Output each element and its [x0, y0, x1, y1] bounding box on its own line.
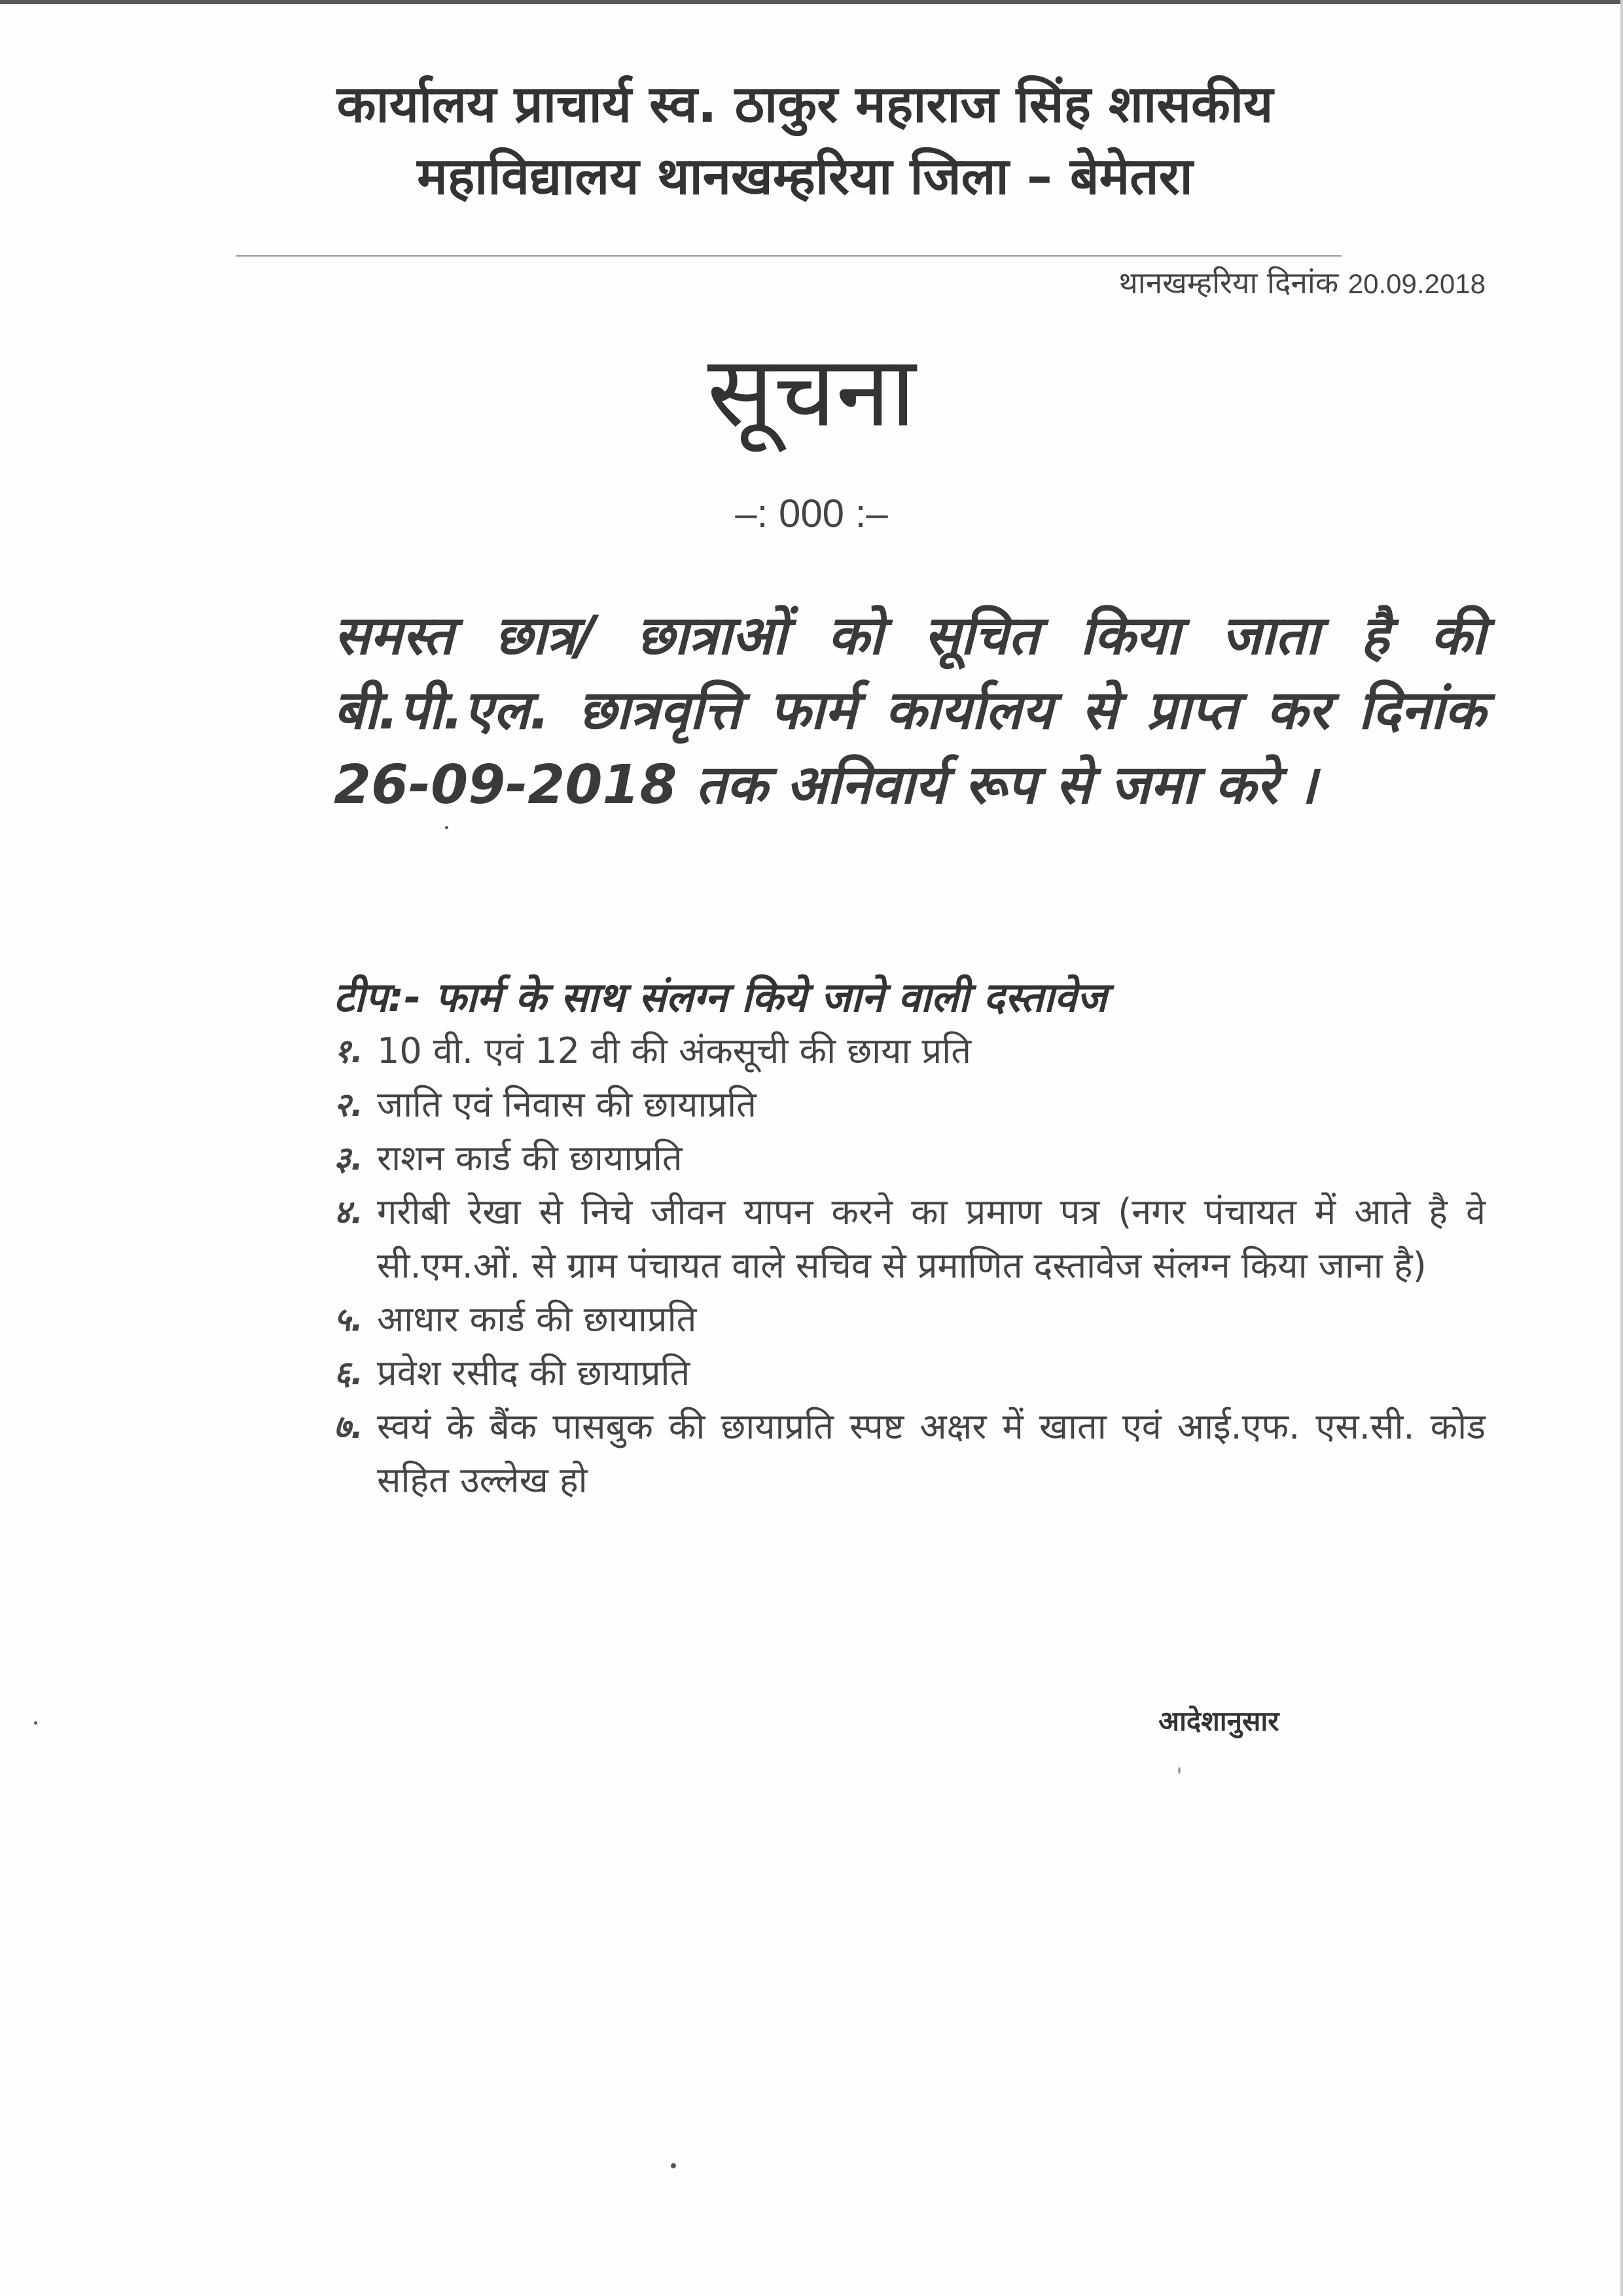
scan-speck [1178, 1767, 1181, 1774]
date-line [916, 262, 1486, 302]
document-list-item [334, 1400, 1486, 1507]
signature-by-order: आदेशानुसार [1158, 1705, 1279, 1737]
list-item-text: जाति एवं निवास की छायाप्रति [377, 1084, 757, 1125]
list-item-number: ४. [334, 1193, 363, 1231]
list-item-text: प्रवेश रसीद की छायाप्रति [377, 1352, 690, 1393]
date-value: 20.09.2018 [1347, 268, 1486, 299]
scan-speck [445, 826, 448, 829]
document-list-item [334, 1024, 1486, 1078]
list-item-number: ६. [334, 1354, 363, 1392]
note-heading: टीप:- फार्म के साथ संलग्न किये जाने वाली दस्तावेज [334, 973, 1107, 1021]
list-item-number: १. [334, 1032, 363, 1070]
header-divider [236, 255, 1342, 257]
document-list-item [334, 1078, 1486, 1132]
scan-speck [34, 1721, 37, 1725]
title-ornament: –: 000 :– [735, 492, 888, 535]
list-item-text: स्वयं के बैंक पासबुक की छायाप्रति स्पष्ट अक्षर में खाता एवं आई.एफ. एस.सी. कोड सहित उल्लेख हो [377, 1406, 1486, 1501]
notice-body: समस्त छात्र/ छात्राओं को सूचित किया जाता है की बी.पी.एल. छात्रवृत्ति फार्म कार्यालय से प्राप्त कर दिनांक 26-09-2018 तक अनिवार्य रूप से जमा करे । [334, 605, 1486, 816]
scan-speck [671, 2163, 676, 2168]
document-list-item [334, 1293, 1486, 1346]
list-item-text: आधार कार्ड की छायाप्रति [377, 1299, 697, 1340]
document-list-item [334, 1346, 1486, 1400]
list-item-number: ३. [334, 1139, 363, 1177]
document-list-item [334, 1132, 1486, 1185]
list-item-text: 10 वी. एवं 12 वी की अंकसूची की छाया प्रति [377, 1030, 972, 1071]
document-list-item [334, 1185, 1486, 1293]
list-item-text: गरीबी रेखा से निचे जीवन यापन करने का प्रमाण पत्र (नगर पंचायत में आते है वे सी.एम.ओं. से ग्राम पंचायत वाले सचिव से प्रमाणित दस्तावेज संलग्न किया जाना है) [377, 1191, 1486, 1286]
date-label: थानखम्हरिया दिनांक [1118, 265, 1339, 300]
list-item-text: राशन कार्ड की छायाप्रति [377, 1138, 683, 1179]
header-line-2: महाविद्यालय थानखम्हरिया जिला – बेमेतरा [417, 147, 1193, 206]
list-item-number: ५. [334, 1300, 363, 1338]
header-line-1: कार्यालय प्राचार्य स्व. ठाकुर महाराज सिंह शासकीय [336, 75, 1274, 134]
scan-top-edge [0, 0, 1623, 4]
notice-title: सूचना [707, 335, 916, 449]
office-header [223, 69, 1387, 213]
list-item-number: २. [334, 1086, 363, 1124]
document-list [334, 1024, 1486, 1507]
list-item-number: ७. [334, 1408, 363, 1446]
